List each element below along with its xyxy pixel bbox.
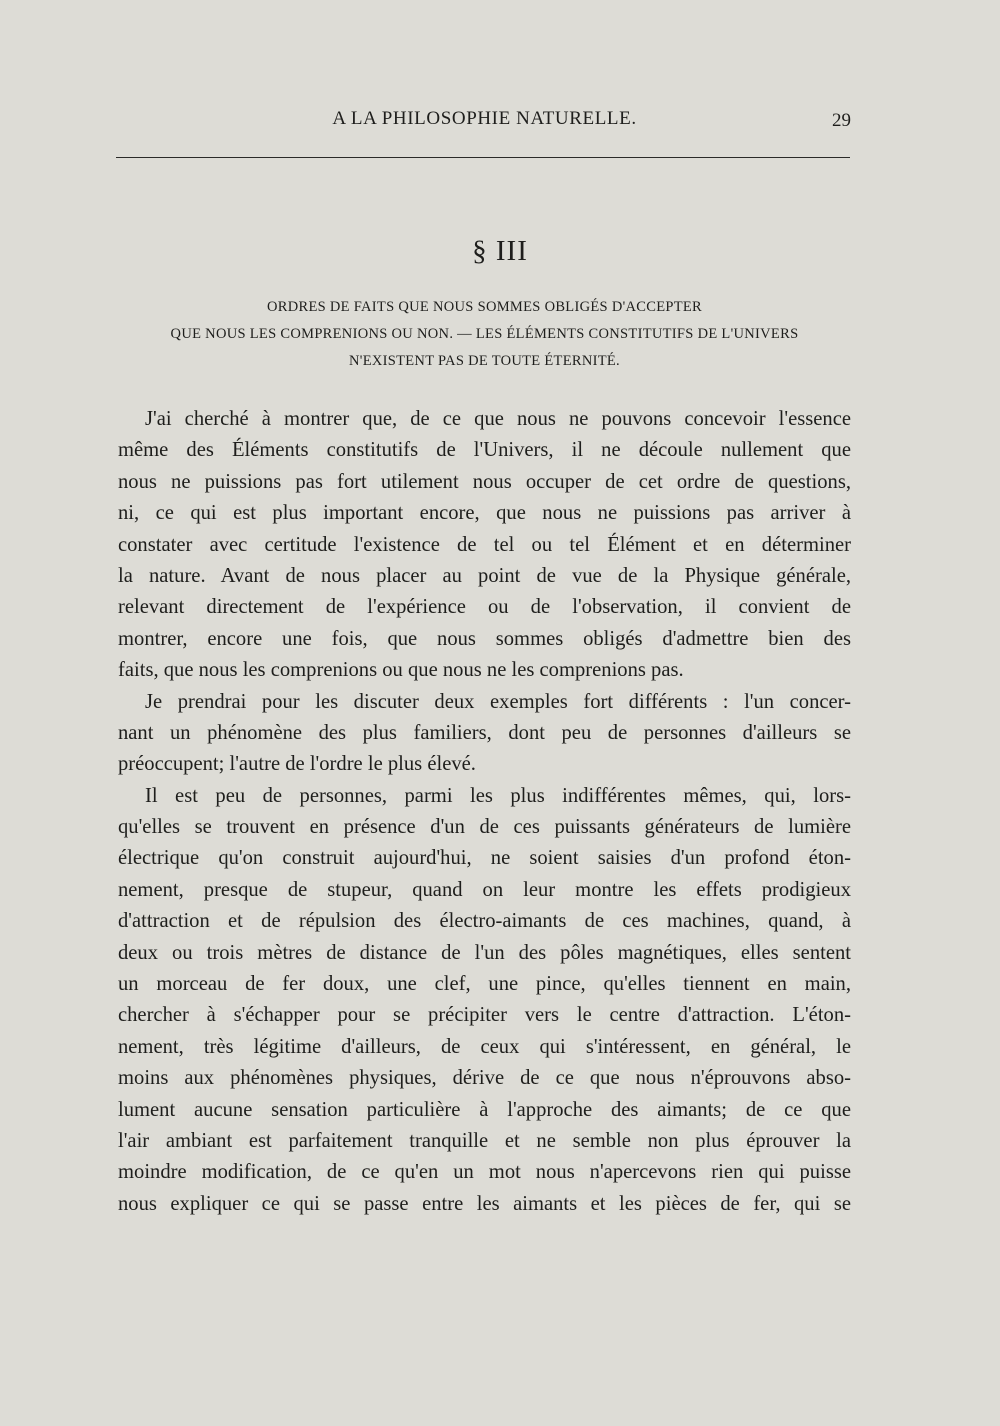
body-text: [118, 404, 851, 1220]
page-number: 29: [832, 110, 851, 131]
section-heading: § III: [472, 235, 528, 267]
running-title: A LA PHILOSOPHIE NATURELLE.: [332, 108, 637, 129]
text-line: qu'elles se trouvent en présence d'un de ces puissants générateurs de lumière: [118, 816, 851, 839]
text-line: Je prendrai pour les discuter deux exemples fort différents : l'un concer-: [145, 690, 851, 713]
text-line: ni, ce qui est plus important encore, que nous ne puissions pas arriver à: [118, 502, 851, 525]
text-line: constater avec certitude l'existence de tel ou tel Élément et en déterminer: [118, 533, 851, 556]
text-line: montrer, encore une fois, que nous sommes obligés d'admettre bien des: [118, 627, 851, 650]
text-line: électrique qu'on construit aujourd'hui, ne soient saisies d'un profond éton-: [118, 847, 851, 870]
text-line: deux ou trois mètres de distance de l'un des pôles magnétiques, elles sentent: [118, 941, 851, 964]
text-line: J'ai cherché à montrer que, de ce que nous ne pouvons concevoir l'essence: [145, 408, 851, 430]
text-line: nement, presque de stupeur, quand on leur montre les effets prodigieux: [118, 878, 851, 901]
text-line: faits, que nous les comprenions ou que nous ne les comprenions pas.: [118, 659, 684, 682]
text-line: nous ne puissions pas fort utilement nous occuper de cet ordre de questions,: [118, 470, 851, 493]
text-line: même des Éléments constitutifs de l'Univers, il ne découle nullement que: [118, 439, 851, 462]
text-line: moindre modification, de ce qu'en un mot nous n'apercevons rien qui puisse: [118, 1161, 851, 1184]
text-line: lument aucune sensation particulière à l'approche des aimants; de ce que: [118, 1098, 851, 1121]
text-line: nant un phénomène des plus familiers, dont peu de personnes d'ailleurs se: [118, 721, 851, 744]
text-line: l'air ambiant est parfaitement tranquille et ne semble non plus éprouver la: [118, 1129, 851, 1152]
text-line: préoccupent; l'autre de l'ordre le plus élevé.: [118, 753, 476, 776]
subtitle-line: QUE NOUS LES COMPRENIONS OU NON. — LES ÉLÉMENTS CONSTITUTIFS DE L'UNIVERS: [170, 326, 799, 342]
subtitle-line: N'EXISTENT PAS DE TOUTE ÉTERNITÉ.: [349, 353, 620, 369]
text-line: relevant directement de l'expérience ou de l'observation, il convient de: [118, 596, 851, 619]
text-line: chercher à s'échapper pour se précipiter vers le centre d'attraction. L'éton-: [118, 1004, 851, 1027]
subtitle-line: ORDRES DE FAITS QUE NOUS SOMMES OBLIGÉS D'ACCEPTER: [266, 299, 703, 315]
text-line: nous expliquer ce qui se passe entre les aimants et les pièces de fer, qui se: [118, 1192, 851, 1215]
text-line: la nature. Avant de nous placer au point de vue de la Physique générale,: [118, 564, 851, 587]
text-line: nement, très légitime d'ailleurs, de ceux qui s'intéressent, en général, le: [118, 1035, 851, 1058]
text-line: un morceau de fer doux, une clef, une pince, qu'elles tiennent en main,: [118, 973, 851, 996]
text-line: Il est peu de personnes, parmi les plus indifférentes mêmes, qui, lors-: [145, 784, 851, 807]
section-subtitle: [118, 294, 851, 375]
running-header: [118, 108, 851, 138]
text-line: moins aux phénomènes physiques, dérive de ce que nous n'éprouvons abso-: [118, 1067, 851, 1090]
header-rule: [116, 157, 850, 158]
text-line: d'attraction et de répulsion des électro-aimants de ces machines, quand, à: [118, 910, 851, 933]
